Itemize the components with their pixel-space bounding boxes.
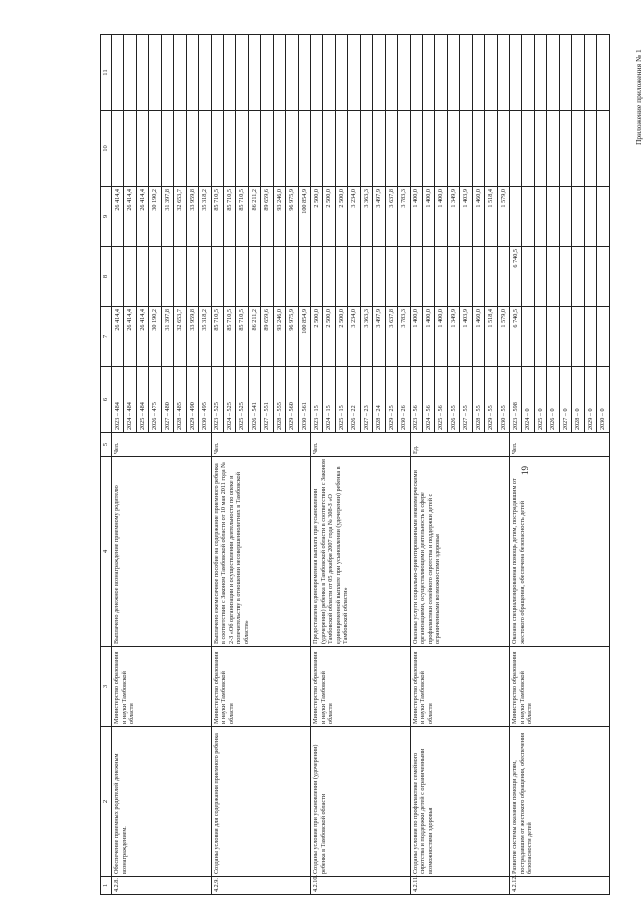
empty-cell	[398, 111, 410, 187]
executor-cell: Министерство образования и науки Тамбовской области	[510, 647, 610, 727]
empty-cell	[497, 35, 509, 111]
amount-cell	[460, 247, 472, 307]
amount-cell	[410, 247, 422, 307]
amount-cell	[572, 187, 584, 247]
amount-cell	[497, 247, 509, 307]
amount-cell: 1 349,9	[447, 307, 459, 367]
empty-cell	[199, 111, 211, 187]
year-value-cell: 2023 – 15	[311, 367, 323, 433]
empty-cell	[447, 35, 459, 111]
amount-cell	[298, 247, 310, 307]
amount-cell: 32 653,7	[174, 307, 186, 367]
year-value-cell: 2024 – 525	[223, 367, 235, 433]
amount-cell: 3 234,0	[348, 307, 360, 367]
column-number: 5	[101, 433, 112, 457]
amount-cell: 1 579,0	[497, 307, 509, 367]
empty-cell	[522, 111, 534, 187]
empty-cell	[360, 35, 372, 111]
amount-cell	[273, 247, 285, 307]
column-number: 1	[101, 877, 112, 895]
year-value-cell: 2030 – 495	[199, 367, 211, 433]
empty-cell	[174, 35, 186, 111]
row-number-cell: 4.2.9.	[211, 877, 311, 895]
amount-cell: 89 659,6	[261, 187, 273, 247]
empty-cell	[335, 111, 347, 187]
empty-cell	[485, 35, 497, 111]
amount-cell	[547, 307, 559, 367]
amount-cell	[534, 307, 546, 367]
empty-cell	[311, 111, 323, 187]
year-value-cell: 2030 – 561	[298, 367, 310, 433]
executor-cell: Министерство образования и науки Тамбовской области	[211, 647, 311, 727]
empty-cell	[286, 111, 298, 187]
empty-cell	[161, 111, 173, 187]
task-cell: Созданы условия для содержания приемного ребенка	[211, 727, 311, 877]
row-number-cell: 4.2.10.	[311, 877, 411, 895]
empty-cell	[510, 111, 522, 187]
empty-cell	[472, 111, 484, 187]
amount-cell	[559, 247, 571, 307]
year-value-cell: 2027 – 55	[460, 367, 472, 433]
executor-cell: Министерство образования и науки Тамбовской области	[311, 647, 411, 727]
empty-cell	[223, 111, 235, 187]
amount-cell: 26 414,4	[124, 307, 136, 367]
year-value-cell: 2026 – 55	[447, 367, 459, 433]
column-number: 3	[101, 647, 112, 727]
amount-cell	[584, 187, 596, 247]
task-cell: Созданы условия по профилактике семейного сиротства и поддержки детей с ограниченными возможностями здоровья	[410, 727, 510, 877]
year-value-cell: 2026 – 541	[248, 367, 260, 433]
year-value-cell: 2025 – 56	[435, 367, 447, 433]
amount-cell	[248, 247, 260, 307]
unit-cell: Чел.	[211, 433, 311, 457]
executor-cell: Министерство образования и науки Тамбовской области	[410, 647, 510, 727]
empty-cell	[124, 35, 136, 111]
amount-cell: 96 975,9	[286, 187, 298, 247]
empty-cell	[298, 35, 310, 111]
year-value-cell: 2028 – 55	[472, 367, 484, 433]
amount-cell: 86 211,2	[248, 187, 260, 247]
year-value-cell: 2023 – 56	[410, 367, 422, 433]
amount-cell: 1 400,0	[435, 307, 447, 367]
amount-cell: 2 500,0	[323, 187, 335, 247]
amount-cell: 1 518,4	[485, 187, 497, 247]
empty-cell	[112, 111, 124, 187]
measure-cell: Предоставлена единовременная выплата при усыновлении (удочерении) ребенка в Тамбовской области в соответствии с Законом Тамбовской области от 05 декабря 2007 года № 308-З «О единовременной выплате при усыновлении (удочерении) ребенка в Тамбовской области»	[311, 457, 411, 647]
amount-cell	[584, 247, 596, 307]
amount-cell	[472, 247, 484, 307]
year-value-cell: 2023 – 525	[211, 367, 223, 433]
executor-cell: Министерство образования и науки Тамбовской области	[112, 647, 212, 727]
amount-cell	[597, 247, 610, 307]
empty-cell	[211, 35, 223, 111]
empty-cell	[286, 35, 298, 111]
amount-cell	[149, 247, 161, 307]
empty-cell	[124, 111, 136, 187]
amount-cell: 3 637,8	[385, 187, 397, 247]
empty-cell	[136, 35, 148, 111]
year-value-cell: 2026 – 475	[149, 367, 161, 433]
amount-cell: 3 783,3	[398, 187, 410, 247]
empty-cell	[497, 111, 509, 187]
amount-cell	[435, 247, 447, 307]
amount-cell	[597, 307, 610, 367]
empty-cell	[261, 35, 273, 111]
amount-cell	[534, 247, 546, 307]
empty-cell	[597, 35, 610, 111]
year-value-cell: 2028 – 555	[273, 367, 285, 433]
amount-cell	[112, 247, 124, 307]
empty-cell	[360, 111, 372, 187]
task-cell: Развитие системы оказания помощи детям, пострадавшим от жестокого обращения, обеспечения безопасности детей	[510, 727, 610, 877]
amount-cell: 26 414,4	[136, 187, 148, 247]
amount-cell	[199, 247, 211, 307]
year-value-cell: 2025 – 0	[534, 367, 546, 433]
row-number-cell: 4.2.11.	[410, 877, 510, 895]
empty-cell	[273, 111, 285, 187]
amount-cell: 26 414,4	[112, 187, 124, 247]
empty-cell	[422, 35, 434, 111]
row-number-cell: 4.2.12.	[510, 877, 610, 895]
empty-cell	[572, 111, 584, 187]
amount-cell	[236, 247, 248, 307]
empty-cell	[199, 35, 211, 111]
amount-cell: 85 710,5	[211, 307, 223, 367]
empty-cell	[348, 35, 360, 111]
empty-cell	[161, 35, 173, 111]
amount-cell	[223, 247, 235, 307]
amount-cell: 3 783,3	[398, 307, 410, 367]
amount-cell: 1 579,0	[497, 187, 509, 247]
year-value-cell: 2029 – 25	[385, 367, 397, 433]
table-row	[211, 35, 223, 895]
empty-cell	[447, 111, 459, 187]
amount-cell: 2 500,0	[335, 307, 347, 367]
amount-cell	[547, 187, 559, 247]
amount-cell: 26 414,4	[112, 307, 124, 367]
empty-cell	[149, 111, 161, 187]
year-value-cell: 2029 – 490	[186, 367, 198, 433]
amount-cell: 31 397,8	[161, 307, 173, 367]
empty-cell	[236, 111, 248, 187]
unit-cell: Чел.	[510, 433, 610, 457]
amount-cell	[174, 247, 186, 307]
amount-cell: 85 710,5	[236, 187, 248, 247]
amount-cell	[422, 247, 434, 307]
amount-cell: 85 710,5	[211, 187, 223, 247]
amount-cell: 85 710,5	[236, 307, 248, 367]
unit-cell: Чел.	[112, 433, 212, 457]
amount-cell: 1 403,9	[460, 307, 472, 367]
empty-cell	[410, 111, 422, 187]
amount-cell	[348, 247, 360, 307]
empty-cell	[597, 111, 610, 187]
column-number: 6	[101, 367, 112, 433]
amount-cell	[522, 247, 534, 307]
empty-cell	[460, 35, 472, 111]
amount-cell: 6 740,5	[510, 307, 522, 367]
amount-cell: 2 500,0	[311, 187, 323, 247]
year-value-cell: 2023 – 598	[510, 367, 522, 433]
empty-cell	[311, 35, 323, 111]
empty-cell	[510, 35, 522, 111]
empty-cell	[211, 111, 223, 187]
amount-cell	[186, 247, 198, 307]
table-row	[510, 35, 522, 895]
amount-cell: 100 854,9	[298, 307, 310, 367]
column-number: 11	[101, 35, 112, 111]
empty-cell	[385, 111, 397, 187]
empty-cell	[298, 111, 310, 187]
amount-cell: 85 710,5	[223, 187, 235, 247]
empty-cell	[236, 35, 248, 111]
amount-cell: 1 460,0	[472, 307, 484, 367]
amount-cell	[572, 247, 584, 307]
empty-cell	[485, 111, 497, 187]
task-cell: Обеспечение приемных родителей денежным вознаграждением.	[112, 727, 212, 877]
measure-cell: Выплачено денежное вознаграждение приемному родителю	[112, 457, 212, 647]
empty-cell	[534, 111, 546, 187]
amount-cell: 26 414,4	[136, 307, 148, 367]
amount-cell: 33 959,8	[186, 307, 198, 367]
amount-cell	[211, 247, 223, 307]
table-row	[410, 35, 422, 895]
year-value-cell: 2029 – 55	[485, 367, 497, 433]
year-value-cell: 2026 – 22	[348, 367, 360, 433]
unit-cell: Ед.	[410, 433, 510, 457]
amount-cell	[161, 247, 173, 307]
empty-cell	[547, 111, 559, 187]
amount-cell	[510, 187, 522, 247]
empty-cell	[460, 111, 472, 187]
amount-cell: 1 349,9	[447, 187, 459, 247]
amount-cell	[547, 247, 559, 307]
empty-cell	[373, 35, 385, 111]
column-number: 2	[101, 727, 112, 877]
empty-cell	[186, 35, 198, 111]
empty-cell	[112, 35, 124, 111]
empty-cell	[273, 35, 285, 111]
empty-cell	[435, 111, 447, 187]
empty-cell	[261, 111, 273, 187]
measure-cell: Оказана специализированная помощь детям, пострадавшим от жестокого обращения, обеспечена безопасность детей	[510, 457, 610, 647]
measure-cell: Выплачено ежемесячное пособие на содержание приемного ребенка в соответствии с Законом Тамбовской области от 10 мая 2011 года № 2-З «Об организации и осуществлении деятельности по опеке и попечительству в отношении несовершеннолетних в Тамбовской области»	[211, 457, 311, 647]
amount-cell	[136, 247, 148, 307]
amount-cell	[522, 307, 534, 367]
amount-cell	[385, 247, 397, 307]
program-table	[100, 34, 610, 895]
amount-cell	[311, 247, 323, 307]
year-value-cell: 2030 – 26	[398, 367, 410, 433]
year-value-cell: 2028 – 0	[572, 367, 584, 433]
table-body	[112, 35, 610, 895]
column-number-row	[101, 35, 112, 895]
empty-cell	[186, 111, 198, 187]
amount-cell	[398, 247, 410, 307]
empty-cell	[385, 35, 397, 111]
amount-cell: 3 234,0	[348, 187, 360, 247]
amount-cell: 30 190,2	[149, 307, 161, 367]
empty-cell	[223, 35, 235, 111]
amount-cell	[360, 247, 372, 307]
year-value-cell: 2028 – 24	[373, 367, 385, 433]
amount-cell: 26 414,4	[124, 187, 136, 247]
amount-cell	[447, 247, 459, 307]
empty-cell	[584, 111, 596, 187]
amount-cell: 30 190,2	[149, 187, 161, 247]
amount-cell	[286, 247, 298, 307]
year-value-cell: 2024 – 0	[522, 367, 534, 433]
year-value-cell: 2026 – 0	[547, 367, 559, 433]
empty-cell	[534, 35, 546, 111]
amount-cell: 1 403,9	[460, 187, 472, 247]
year-value-cell: 2030 – 55	[497, 367, 509, 433]
amount-cell: 1 400,0	[435, 187, 447, 247]
page-number: 19	[520, 466, 530, 475]
empty-cell	[373, 111, 385, 187]
empty-cell	[398, 35, 410, 111]
amount-cell	[584, 307, 596, 367]
year-value-cell: 2028 – 485	[174, 367, 186, 433]
empty-cell	[435, 35, 447, 111]
amount-cell: 86 211,2	[248, 307, 260, 367]
column-number: 8	[101, 247, 112, 307]
amount-cell: 1 400,0	[422, 187, 434, 247]
amount-cell	[485, 247, 497, 307]
amount-cell	[335, 247, 347, 307]
empty-cell	[348, 111, 360, 187]
amount-cell: 1 400,0	[410, 187, 422, 247]
amount-cell: 3 363,3	[360, 187, 372, 247]
amount-cell: 93 246,0	[273, 187, 285, 247]
amount-cell: 32 653,7	[174, 187, 186, 247]
empty-cell	[248, 35, 260, 111]
year-value-cell: 2025 – 525	[236, 367, 248, 433]
amount-cell: 2 500,0	[323, 307, 335, 367]
empty-cell	[335, 35, 347, 111]
year-value-cell: 2025 – 484	[136, 367, 148, 433]
empty-cell	[323, 35, 335, 111]
table-row	[311, 35, 323, 895]
row-number-cell: 4.2.8.	[112, 877, 212, 895]
amount-cell	[597, 187, 610, 247]
year-value-cell: 2023 – 484	[112, 367, 124, 433]
amount-cell: 35 318,2	[199, 187, 211, 247]
amount-cell: 1 518,4	[485, 307, 497, 367]
empty-cell	[572, 35, 584, 111]
year-value-cell: 2029 – 0	[584, 367, 596, 433]
amount-cell: 3 637,8	[385, 307, 397, 367]
empty-cell	[522, 35, 534, 111]
column-number: 4	[101, 457, 112, 647]
column-number: 9	[101, 187, 112, 247]
amount-cell: 1 460,0	[472, 187, 484, 247]
column-number: 7	[101, 307, 112, 367]
amount-cell: 2 500,0	[335, 187, 347, 247]
year-value-cell: 2027 – 23	[360, 367, 372, 433]
year-value-cell: 2024 – 484	[124, 367, 136, 433]
empty-cell	[149, 35, 161, 111]
amount-cell	[534, 187, 546, 247]
amount-cell: 31 397,8	[161, 187, 173, 247]
year-value-cell: 2024 – 56	[422, 367, 434, 433]
empty-cell	[559, 35, 571, 111]
empty-cell	[410, 35, 422, 111]
unit-cell: Чел.	[311, 433, 411, 457]
amount-cell: 100 854,9	[298, 187, 310, 247]
amount-cell	[572, 307, 584, 367]
amount-cell	[323, 247, 335, 307]
task-cell: Созданы условия при усыновлении (удочерении) ребенка в Тамбовской области	[311, 727, 411, 877]
year-value-cell: 2027 – 0	[559, 367, 571, 433]
amount-cell	[373, 247, 385, 307]
amount-cell	[522, 187, 534, 247]
amount-cell	[559, 307, 571, 367]
empty-cell	[323, 111, 335, 187]
year-value-cell: 2030 – 0	[597, 367, 610, 433]
amount-cell: 85 710,5	[223, 307, 235, 367]
amount-cell: 3 497,9	[373, 307, 385, 367]
year-value-cell: 2029 – 560	[286, 367, 298, 433]
amount-cell	[261, 247, 273, 307]
amount-cell: 3 363,3	[360, 307, 372, 367]
amount-cell: 33 959,8	[186, 187, 198, 247]
appendix-title: Приложение приложения № 1	[634, 49, 643, 145]
empty-cell	[472, 35, 484, 111]
empty-cell	[174, 111, 186, 187]
empty-cell	[559, 111, 571, 187]
empty-cell	[136, 111, 148, 187]
empty-cell	[248, 111, 260, 187]
year-value-cell: 2025 – 15	[335, 367, 347, 433]
empty-cell	[584, 35, 596, 111]
amount-cell: 35 318,2	[199, 307, 211, 367]
column-number: 10	[101, 111, 112, 187]
amount-cell: 6 740,5	[510, 247, 522, 307]
empty-cell	[422, 111, 434, 187]
amount-cell: 1 400,0	[422, 307, 434, 367]
amount-cell: 96 975,9	[286, 307, 298, 367]
amount-cell: 3 497,9	[373, 187, 385, 247]
amount-cell: 89 659,6	[261, 307, 273, 367]
measure-cell: Оказаны услуги социально-ориентированными некоммерческими организациями, осуществляющими деятельность в сфере профилактики семейного сиротства и поддержки детей с ограниченными возможностями здоровья	[410, 457, 510, 647]
table-row	[112, 35, 124, 895]
empty-cell	[547, 35, 559, 111]
amount-cell	[124, 247, 136, 307]
year-value-cell: 2027 – 551	[261, 367, 273, 433]
amount-cell	[559, 187, 571, 247]
amount-cell: 2 500,0	[311, 307, 323, 367]
year-value-cell: 2024 – 15	[323, 367, 335, 433]
amount-cell: 1 400,0	[410, 307, 422, 367]
amount-cell: 93 246,0	[273, 307, 285, 367]
year-value-cell: 2027 – 480	[161, 367, 173, 433]
